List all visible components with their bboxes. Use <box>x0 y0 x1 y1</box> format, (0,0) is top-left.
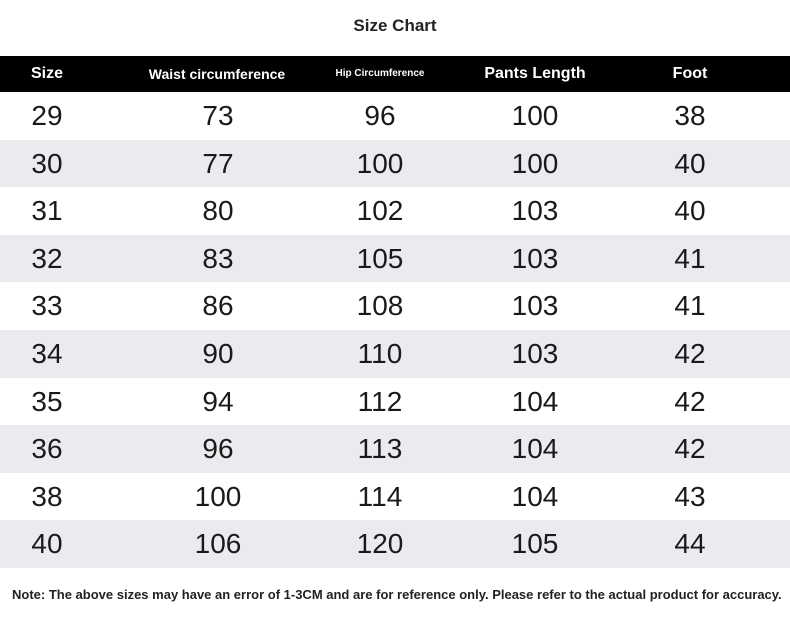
header-waist: Waist circumference <box>148 66 286 82</box>
cell-hip: 102 <box>356 195 404 227</box>
cell-foot: 42 <box>674 385 706 417</box>
table-row <box>0 473 790 521</box>
cell-foot: 38 <box>674 100 706 131</box>
disclaimer-note: Note: The above sizes may have an error of 1-3CM and are for reference only. Please refer to the actual product for accuracy. <box>12 587 782 602</box>
cell-size: 36 <box>31 433 63 465</box>
size-chart-table <box>0 56 790 568</box>
cell-size: 40 <box>31 528 63 560</box>
cell-pants-length: 103 <box>511 195 559 227</box>
cell-pants-length: 104 <box>511 480 559 512</box>
table-row <box>0 140 790 188</box>
table-row <box>0 235 790 283</box>
cell-size: 31 <box>31 195 63 227</box>
cell-waist: 94 <box>202 385 234 417</box>
cell-size: 29 <box>31 100 63 131</box>
cell-pants-length: 103 <box>511 290 559 322</box>
table-row <box>0 425 790 473</box>
cell-foot: 43 <box>674 480 706 512</box>
cell-hip: 96 <box>364 100 396 131</box>
cell-hip: 113 <box>357 433 403 465</box>
cell-pants-length: 100 <box>511 147 559 179</box>
header-hip: Hip Circumference <box>335 68 425 79</box>
cell-waist: 100 <box>194 480 242 512</box>
cell-foot: 41 <box>674 290 706 322</box>
cell-foot: 44 <box>674 528 706 560</box>
header-pants-length: Pants Length <box>484 65 586 82</box>
cell-waist: 83 <box>202 242 234 274</box>
cell-foot: 42 <box>674 337 706 369</box>
cell-hip: 112 <box>357 385 403 417</box>
cell-hip: 108 <box>356 290 404 322</box>
cell-foot: 41 <box>674 242 706 274</box>
table-row <box>0 520 790 568</box>
cell-pants-length: 104 <box>511 385 559 417</box>
cell-hip: 120 <box>356 528 404 560</box>
table-row <box>0 330 790 378</box>
cell-hip: 114 <box>357 480 403 512</box>
cell-hip: 110 <box>357 337 403 369</box>
cell-foot: 40 <box>674 195 706 227</box>
cell-pants-length: 103 <box>511 242 559 274</box>
cell-waist: 77 <box>202 147 234 179</box>
cell-size: 35 <box>31 385 63 417</box>
table-row <box>0 92 790 140</box>
cell-pants-length: 104 <box>511 433 559 465</box>
cell-hip: 100 <box>356 147 404 179</box>
cell-size: 34 <box>31 337 63 369</box>
page-title: Size Chart <box>353 16 437 35</box>
table-header-row <box>0 56 790 92</box>
cell-waist: 80 <box>202 195 234 227</box>
cell-size: 32 <box>31 242 63 274</box>
cell-foot: 40 <box>674 147 706 179</box>
table-row <box>0 378 790 426</box>
cell-waist: 86 <box>202 290 234 322</box>
cell-foot: 42 <box>674 433 706 465</box>
cell-hip: 105 <box>356 242 404 274</box>
cell-waist: 106 <box>194 528 242 560</box>
cell-pants-length: 103 <box>511 337 559 369</box>
cell-size: 30 <box>31 147 63 179</box>
cell-pants-length: 100 <box>511 100 559 131</box>
cell-waist: 96 <box>202 433 234 465</box>
table-row <box>0 187 790 235</box>
cell-waist: 90 <box>202 337 234 369</box>
cell-pants-length: 105 <box>511 528 559 560</box>
table-row <box>0 282 790 330</box>
cell-size: 38 <box>31 480 63 512</box>
header-size: Size <box>30 65 63 82</box>
cell-size: 33 <box>31 290 63 322</box>
header-foot: Foot <box>672 65 708 82</box>
cell-waist: 73 <box>202 100 234 131</box>
